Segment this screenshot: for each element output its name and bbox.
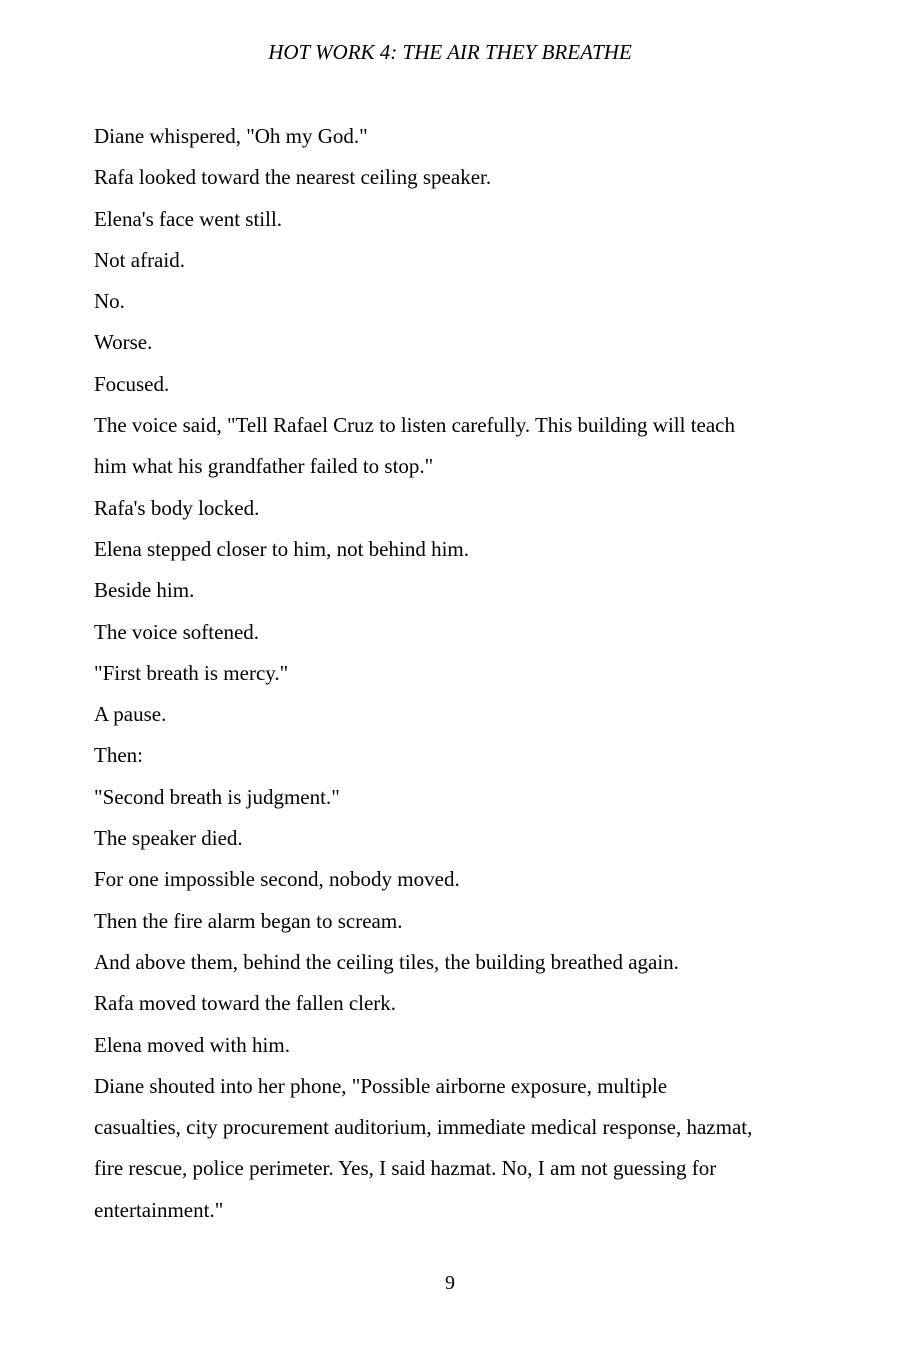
paragraph: Focused. (94, 371, 170, 396)
paragraph: Elena moved with him. (94, 1032, 290, 1057)
running-header: HOT WORK 4: THE AIR THEY BREATHE (268, 40, 632, 64)
paragraph: The voice said, "Tell Rafael Cruz to listen carefully. This building will teach him what his grandfather failed to stop." (94, 413, 736, 479)
paragraph: Diane shouted into her phone, "Possible airborne exposure, multiple casualties, city procurement auditorium, immediate medical response, hazmat, fire rescue, police perimeter. Yes, I said hazmat. No, I am not guessing for entertainment." (94, 1073, 753, 1222)
body-text (94, 116, 754, 1231)
paragraph: Then the fire alarm began to scream. (94, 908, 403, 933)
paragraph: Diane whispered, "Oh my God." (94, 124, 368, 148)
paragraph: And above them, behind the ceiling tiles, the building breathed again. (94, 949, 679, 974)
paragraph: "First breath is mercy." (94, 660, 289, 685)
page-number: 9 (445, 1272, 455, 1294)
paragraph: Not afraid. (94, 247, 185, 272)
paragraph: "Second breath is judgment." (94, 784, 340, 809)
paragraph: Rafa's body locked. (94, 495, 260, 520)
paragraph: The voice softened. (94, 619, 260, 644)
paragraph: Elena's face went still. (94, 206, 283, 231)
paragraph: For one impossible second, nobody moved. (94, 867, 460, 892)
paragraph: Rafa moved toward the fallen clerk. (94, 991, 397, 1016)
paragraph: A pause. (94, 702, 167, 727)
paragraph: Then: (94, 743, 143, 768)
paragraph: Elena stepped closer to him, not behind him. (94, 536, 470, 561)
paragraph: Beside him. (94, 578, 195, 603)
paragraph: No. (94, 289, 125, 314)
paragraph: The speaker died. (94, 826, 243, 851)
paragraph: Worse. (94, 330, 153, 355)
paragraph: Rafa looked toward the nearest ceiling speaker. (94, 165, 492, 190)
